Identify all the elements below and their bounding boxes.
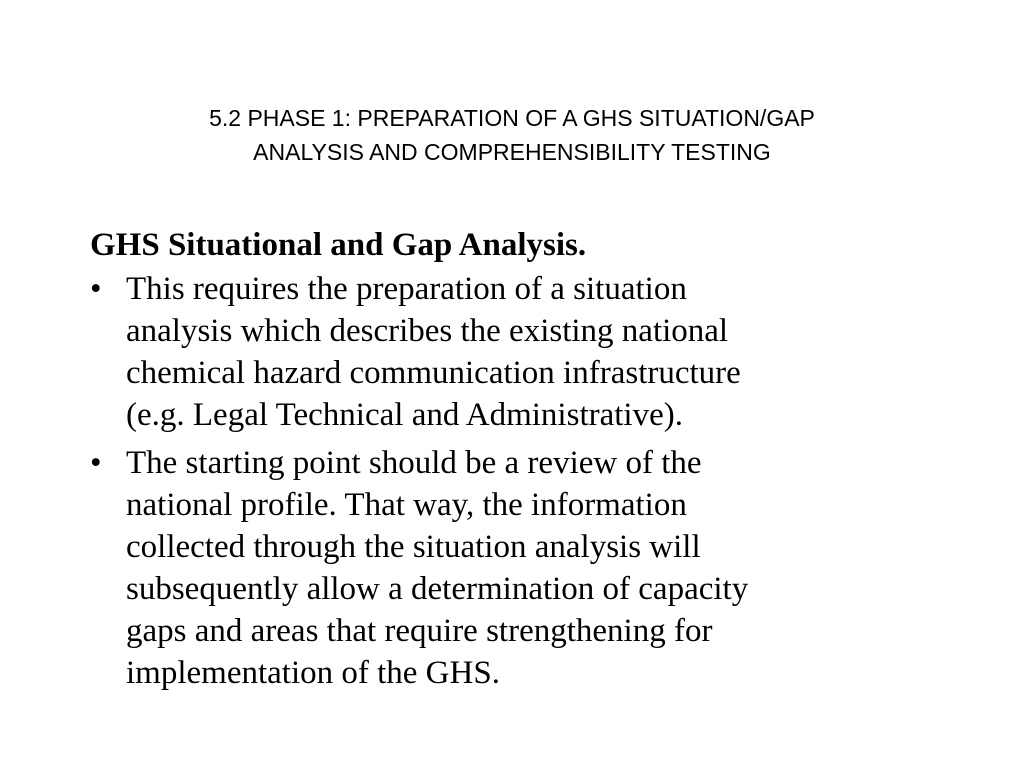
bullet-line: gaps and areas that require strengthening for (126, 613, 713, 649)
bullet-line: collected through the situation analysis will (126, 529, 701, 565)
bullet-line: subsequently allow a determination of capacity (126, 571, 749, 607)
bullet-line: chemical hazard communication infrastructure (126, 355, 741, 391)
bullet-text (126, 442, 950, 694)
bullet-line: national profile. That way, the information (126, 487, 687, 523)
bullet-text (126, 268, 950, 436)
bullet-line: implementation of the GHS. (126, 655, 500, 691)
bullet-icon: • (90, 271, 102, 307)
title-line: 5.2 PHASE 1: PREPARATION OF A GHS SITUATION/GAP (209, 105, 815, 131)
title-line: ANALYSIS AND COMPREHENSIBILITY TESTING (253, 139, 771, 165)
bullet-list (90, 268, 950, 694)
bullet-line: The starting point should be a review of the (126, 445, 702, 481)
bullet-icon: • (90, 445, 102, 481)
bullet-item (90, 268, 950, 436)
slide-title (90, 101, 934, 169)
bullet-line: This requires the preparation of a situation (126, 271, 687, 307)
slide-body (90, 224, 950, 700)
bullet-line: (e.g. Legal Technical and Administrative). (126, 397, 683, 433)
bullet-item (90, 442, 950, 694)
bullet-line: analysis which describes the existing national (126, 313, 729, 349)
section-heading: GHS Situational and Gap Analysis. (90, 227, 587, 263)
